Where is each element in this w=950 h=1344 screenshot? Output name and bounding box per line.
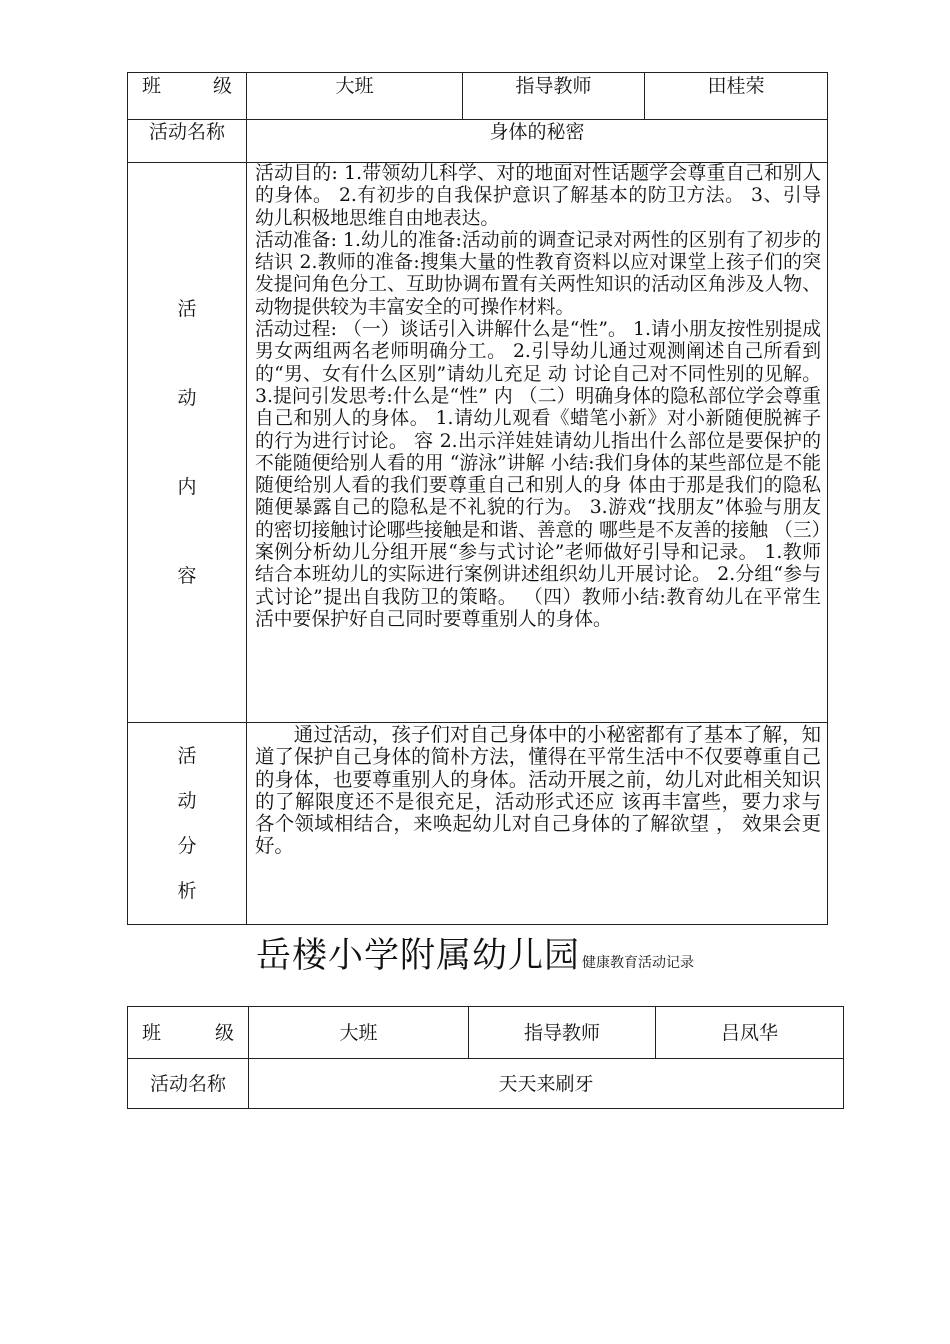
class-value: 大班	[249, 1007, 469, 1059]
activity-goal-paragraph: 活动目的: 1.带领幼儿科学、对的地面对性话题学会尊重自己和别人的身体。 2.有初步的自我保护意识了解基本的防卫方法。 3、引导幼儿积极地思维自由地表达。	[255, 163, 821, 229]
content-label-char: 活	[177, 298, 197, 320]
activity-preparation-paragraph: 活动准备: 1.幼儿的准备:活动前的调查记录对两性的区别有了初步的结识 2.教师的准备:搜集大量的性教育资料以应对课堂上孩子们的突发提问角色分工、互助协调布置有关两性知识的活动区角涉及人物、动物提供较为丰富安全的可操作材料。	[255, 229, 821, 318]
activity-process-paragraph: 活动过程: （一）谈话引入讲解什么是“性”。 1.请小朋友按性别提成男女两组两名老师明确分工。 2.引导幼儿通过观测阐述自己所看到的“男、女有什么区别”请幼儿充足 动 讨论自己对不同性别的见解。 3.提问引发思考:什么是“性” 内 （二）明确身体的隐私部位学会尊重自己和别人的身体。 1.请幼儿观看《蜡笔小新》对小新随便脱裤子的行为进行讨论。 容 2.出示洋娃娃请幼儿指出什么部位是要保护的不能随便给别人看的用 “游泳”讲解 小结:我们身体的某些部位是不能随便给别人看的我们要尊重自己和别人的身 体由于那是我们的隐私 随便暴露自己的隐私是不礼貌的行为。 3.游戏“找朋友”体验与朋友的密切接触讨论哪些接触是和谐、善意的 哪些是不友善的接触 （三）案例分析幼儿分组开展“参与式讨论”老师做好引导和记录。 1.教师结合本班幼儿的实际进行案例讲述组织幼儿开展讨论。 2.分组“参与式讨论”提出自我防卫的策略。 （四）教师小结:教育幼儿在平常生活中要保护好自己同时要尊重别人的身体。	[255, 319, 821, 630]
school-name: 岳楼小学附属幼儿园	[255, 936, 580, 976]
class-label: 班 级	[128, 1007, 249, 1059]
activity-name-value: 天天来刷牙	[249, 1059, 844, 1109]
analysis-row	[128, 723, 828, 925]
analysis-label-char: 析	[177, 880, 197, 902]
content-label-char: 内	[177, 476, 197, 498]
school-title	[0, 928, 950, 978]
analysis-label-char: 分	[177, 835, 197, 857]
activity-analysis	[247, 723, 828, 925]
teacher-label: 指导教师	[469, 1007, 656, 1059]
activity-name-row	[128, 1059, 844, 1109]
teacher-value: 田桂荣	[645, 73, 828, 120]
class-label: 班 级	[128, 73, 247, 120]
activity-name-label: 活动名称	[128, 1059, 249, 1109]
activity-record-table-2	[127, 1006, 844, 1109]
class-row	[128, 1007, 844, 1059]
analysis-text: 通过活动，孩子们对自己身体中的小秘密都有了基本了解，知道了保护自己身体的简朴方法，懂得在平常生活中不仅要尊重自己的身体，也要尊重别人的身体。活动开展之前，幼儿对此相关知识的了解限度还不是很充足，活动形式还应 该再丰富些，要力求与各个领域相结合，来唤起幼儿对自己身体的了解欲望 ， 效果会更好。	[255, 723, 821, 858]
analysis-label-char: 动	[177, 790, 197, 812]
activity-name-value: 身体的秘密	[247, 120, 828, 163]
analysis-label	[128, 723, 247, 925]
activity-content	[247, 163, 828, 723]
class-row	[128, 73, 828, 120]
teacher-label: 指导教师	[463, 73, 645, 120]
record-subtitle: 健康教育活动记录	[582, 955, 694, 971]
class-value: 大班	[247, 73, 463, 120]
activity-name-label: 活动名称	[128, 120, 247, 163]
content-label-char: 动	[177, 387, 197, 409]
content-label	[128, 163, 247, 723]
teacher-value: 吕凤华	[656, 1007, 844, 1059]
activity-name-row	[128, 120, 828, 163]
content-row	[128, 163, 828, 723]
analysis-label-char: 活	[177, 745, 197, 767]
activity-record-table-1	[127, 72, 828, 925]
content-label-char: 容	[177, 565, 197, 587]
